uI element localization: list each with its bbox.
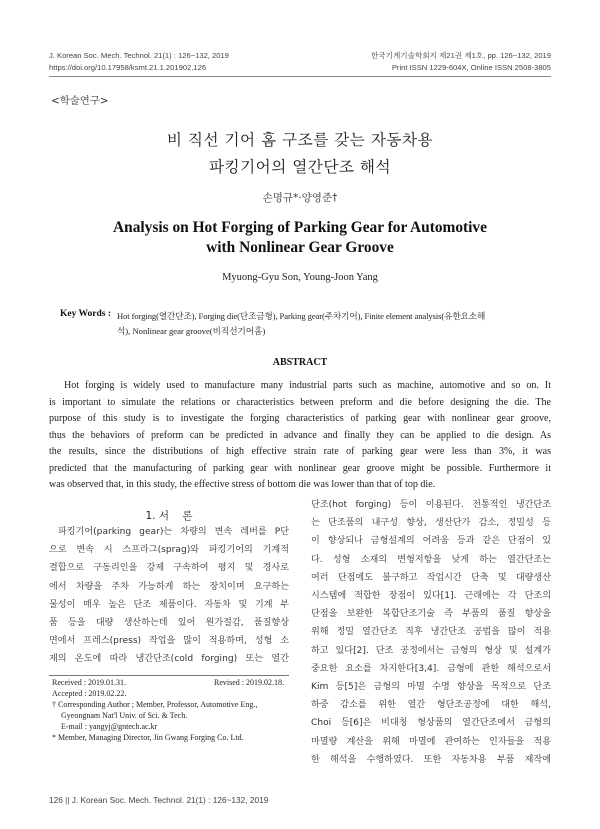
left-column-text [49, 523, 289, 669]
body-line: 마멸량 계산을 위해 마멸에 관여하는 인자들을 적용 [311, 736, 551, 747]
body-line: 여러 단점에도 불구하고 작업시간 단축 및 대량생산 [311, 572, 551, 583]
body-line: 시스템에 적합한 장점이 있다[1]. 근래에는 각 단조의 [311, 591, 551, 602]
abstract-line: purpose of this study is to investigate the forging characteristics of parking gear with nonlinear gear groove, [49, 413, 551, 424]
body-line: 중요한 요소를 차지한다[3,4]. 금형에 관한 해석으로서 [311, 663, 551, 674]
body-line: 품 등을 대량 생산하는데 있어 원가절감, 품질향상 [49, 618, 289, 629]
body-line: 이 향상되나 금형설계의 어려움 등과 같은 단점이 있 [311, 536, 551, 547]
abstract-body [49, 378, 551, 494]
body-line: 면에서 프레스(press) 작업을 많이 적용하며, 성형 소 [49, 636, 289, 647]
authors-en: Myuong-Gyu Son, Young-Joon Yang [222, 272, 378, 283]
body-line: 는 단조품의 내구성 향상, 생산단가 감소, 정밀성 등 [311, 518, 551, 529]
authors-ko: 손명규*·양영준† [262, 192, 338, 204]
page-footer: 126 || J. Korean Soc. Mech. Technol. 21(1) : 126~132, 2019 [49, 795, 269, 805]
body-line: 단점을 보완한 복합단조기술 즉 부품의 품질 향상을 [311, 609, 551, 620]
footnote-rule [49, 675, 289, 676]
journal-citation-ko: 한국기계기술학회지 제21권 제1호, pp. 126~132, 2019 [370, 51, 551, 60]
abstract-line: predicted that the manufacturing of parking gear with nonlinear gear groove might be possible. Furthermore it [49, 462, 551, 474]
keywords-line2: 석), Nonlinear gear groove(비직선기어홈) [117, 326, 266, 336]
corresponding-affiliation: Gyeongnam Nat'l Univ. of Sci. & Tech. [61, 711, 188, 720]
body-line: 물성이 매우 높은 단조 제품이다. 자동차 및 기계 부 [49, 599, 289, 610]
abstract-line: is important to simulate the relations or characteristics between preform and die before designing the die. The [49, 396, 551, 408]
title-en-line2: with Nonlinear Gear Groove [206, 239, 394, 256]
abstract-heading: ABSTRACT [272, 357, 328, 368]
header-rule [49, 76, 551, 77]
revised-date: Revised : 2019.02.18. [214, 678, 284, 687]
body-line: 하고 있다[2]. 단조 공정에서는 금형의 형상 및 설계가 [311, 645, 551, 656]
section-heading: 1. 서 론 [145, 510, 193, 522]
journal-citation: J. Korean Soc. Mech. Technol. 21(1) : 126~132, 2019 [49, 51, 229, 60]
keywords-label: Key Words : [60, 309, 112, 319]
abstract-line: thus the behaviors of preform can be predicted in advance and finally they can be applied to die design. As [49, 429, 551, 441]
abstract-line: was observed that, in this study, the effective stress of bottom die was lower than that of top die. [49, 479, 436, 490]
body-line: 재의 온도에 따라 냉간단조(cold forging) 또는 열간 [49, 654, 289, 665]
member-note: * Member, Managing Director, Jin Gwang Forging Co. Ltd. [52, 733, 244, 742]
body-line: 파킹기어(parking gear)는 차량의 변속 레버를 P단 [58, 527, 289, 537]
right-column-text [311, 496, 551, 769]
keywords-line1: Hot forging(열간단조), Forging die(단조금형), Parking gear(주차기어), Finite element analysis(유한요소해 [117, 311, 486, 321]
corresponding-author: † Corresponding Author ; Member, Professor, Automotive Eng., [52, 700, 258, 709]
body-line: 결합으로 구동리인을 강제 구속하여 평지 및 경사로 [49, 563, 289, 574]
title-en-line1: Analysis on Hot Forging of Parking Gear for Automotive [113, 219, 487, 236]
body-line: 하중 감소를 위한 열간 형단조공정에 대한 해석, [311, 700, 551, 711]
issn-line: Print ISSN 1229-604X, Online ISSN 2508-3805 [391, 63, 551, 72]
title-ko-line2: 파킹기어의 열간단조 해석 [208, 158, 392, 176]
body-line: 으로 변속 시 스프라그(sprag)와 파킹기어의 기계적 [49, 545, 289, 556]
body-line: 위해 정밀 열간단조 직후 냉간단조 공법을 많이 적용 [311, 627, 551, 638]
doi-link[interactable]: https://doi.org/10.17958/ksmt.21.1.201902.126 [49, 63, 207, 72]
body-line: 에서 차량을 주차 가능하게 하는 장치이며 요구하는 [49, 581, 289, 592]
section-tag: <학술연구> [51, 95, 109, 107]
body-line: 단조(hot forging) 등이 이용된다. 전통적인 냉간단조 [311, 500, 551, 510]
title-ko-line1: 비 직선 기어 홈 구조를 갖는 자동차용 [166, 131, 434, 149]
accepted-date: Accepted : 2019.02.22. [52, 689, 127, 698]
body-line: 다. 성형 소재의 변형저항을 낮게 하는 열간단조는 [311, 554, 551, 565]
corresponding-email[interactable]: E-mail : yangyj@gntech.ac.kr [61, 722, 158, 731]
body-line: Choi 등[6]은 비대칭 형상품의 열간단조에서 금형의 [311, 718, 551, 729]
body-line: 한 해석을 수행하였다. 또한 자동차용 부품 제작에 [311, 754, 551, 765]
received-date: Received : 2019.01.31. [52, 678, 126, 687]
abstract-line: Hot forging is widely used to manufacture many industrial parts such as machine, automotive and so on. It [64, 380, 551, 391]
abstract-line: the results, since the distributions of high effective strain rate of parking gear were less than 3%, it was [49, 446, 551, 457]
body-line: Kim 등[5]은 금형의 마멸 수명 향상을 목적으로 단조 [311, 682, 551, 693]
